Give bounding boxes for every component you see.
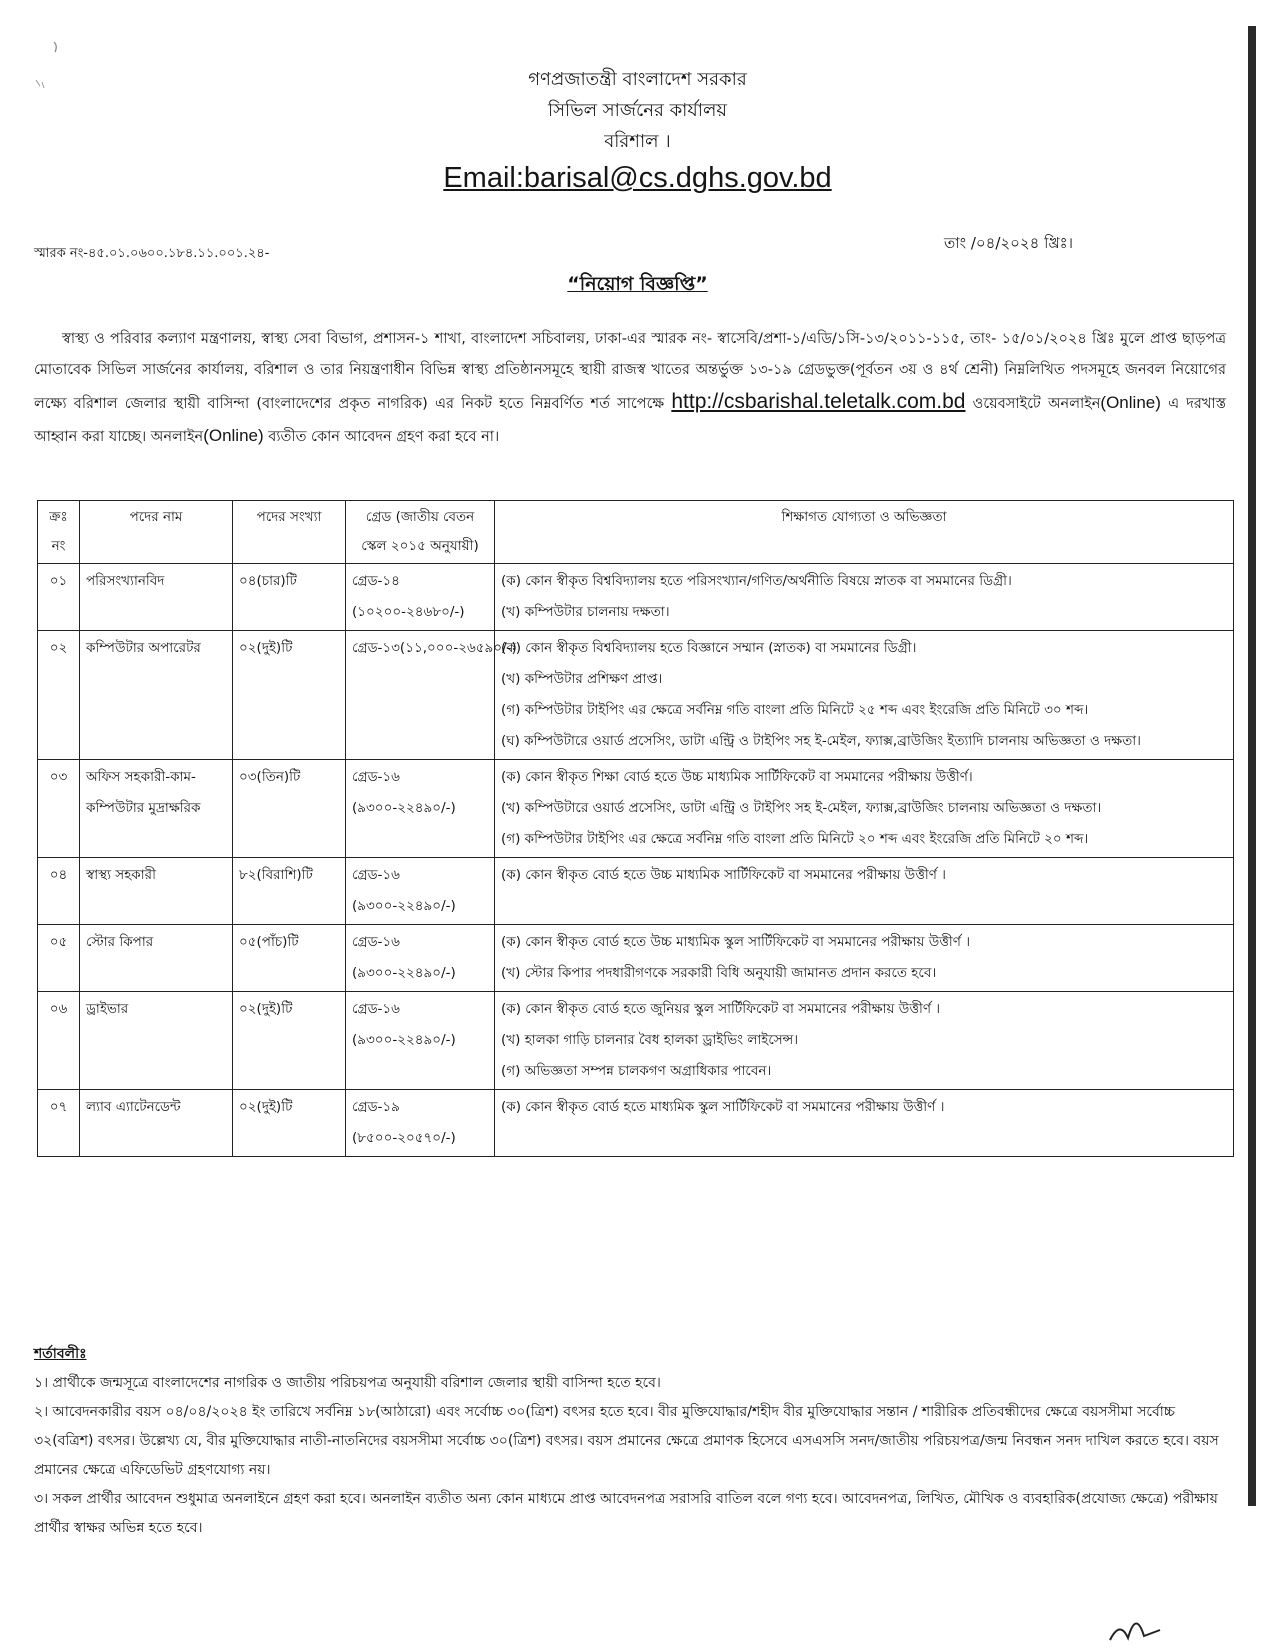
row-serial: ০২: [38, 631, 80, 760]
row-serial: ০১: [38, 564, 80, 631]
row-qualification: [495, 760, 1234, 858]
row-post-count: ০৪(চার)টি: [233, 564, 346, 631]
qualification-item: (খ) কম্পিউটার চালনায় দক্ষতা।: [501, 604, 670, 620]
row-grade: গ্রেড-১৬ (৯৩০০-২২৪৯০/-): [346, 760, 495, 858]
row-post-name: অফিস সহকারী-কাম-কম্পিউটার মুদ্রাক্ষরিক: [80, 760, 233, 858]
qualification-item: (ক) কোন স্বীকৃত শিক্ষা বোর্ড হতে উচ্চ মাধ্যমিক সার্টিফিকেট বা সমমানের পরীক্ষায় উত্তীর্ণ।: [501, 769, 973, 785]
row-post-name: স্বাস্থ্য সহকারী: [80, 858, 233, 925]
qualification-item: (গ) অভিজ্ঞতা সম্পন্ন চালকগণ অগ্রাধিকার পাবেন।: [501, 1063, 772, 1079]
table-row: [38, 564, 1234, 631]
issue-date: তাং /০৪/২০২৪ খ্রিঃ।: [944, 234, 1073, 252]
table-row: [38, 631, 1234, 760]
row-post-name: ড্রাইভার: [80, 992, 233, 1090]
letterhead: [0, 64, 1275, 197]
row-qualification: [495, 631, 1234, 760]
row-post-count: ০২(দুই)টি: [233, 992, 346, 1090]
row-serial: ০৪: [38, 858, 80, 925]
row-grade: গ্রেড-১৩(১১,০০০-২৬৫৯০/-): [346, 631, 495, 760]
office-email[interactable]: Email:barisal@cs.dghs.gov.bd: [443, 162, 832, 194]
table-row: [38, 992, 1234, 1090]
row-grade: গ্রেড-১৬ (৯৩০০-২২৪৯০/-): [346, 992, 495, 1090]
qualification-item: (খ) হালকা গাড়ি চালনার বৈধ হালকা ড্রাইভিং লাইসেন্স।: [501, 1032, 799, 1048]
qualification-item: (গ) কম্পিউটার টাইপিং এর ক্ষেত্রে সর্বনিম্ন গতি বাংলা প্রতি মিনিটে ২০ শব্দ এবং ইংরেজি প্রতি মিনিটে ২০ শব্দ।: [501, 831, 1089, 847]
qualification-item: (ক) কোন স্বীকৃত বোর্ড হতে উচ্চ মাধ্যমিক সার্টিফিকেট বা সমমানের পরীক্ষায় উত্তীর্ণ ।: [501, 867, 946, 883]
qualification-item: (খ) কম্পিউটারে ওয়ার্ড প্রসেসিং, ডাটা এন্ট্রি ও টাইপিং সহ ই-মেইল, ফ্যাক্স,ব্রাউজিং চালনায় অভিজ্ঞতা ও দক্ষতা।: [501, 800, 1102, 816]
header-post-name: পদের নাম: [80, 501, 233, 564]
signature-mark: [1100, 1600, 1190, 1650]
row-post-count: ০৩(তিন)টি: [233, 760, 346, 858]
header-serial: ক্রঃ নং: [38, 501, 80, 564]
row-serial: ০৩: [38, 760, 80, 858]
row-post-count: ৮২(বিরাশি)টি: [233, 858, 346, 925]
table-row: [38, 858, 1234, 925]
notice-title: “নিয়োগ বিজ্ঞপ্তি”: [567, 273, 708, 295]
terms-section: [34, 1340, 1224, 1543]
header-post-count: পদের সংখ্যা: [233, 501, 346, 564]
row-grade: গ্রেড-১৯ (৮৫০০-২০৫৭০/-): [346, 1090, 495, 1157]
row-qualification: [495, 1090, 1234, 1157]
term-item: ১। প্রার্থীকে জন্মসূত্রে বাংলাদেশের নাগরিক ও জাতীয় পরিচয়পত্র অনুযায়ী বরিশাল জেলার স্থায়ী বাসিন্দা হতে হবে।: [34, 1375, 661, 1391]
qualification-item: (ক) কোন স্বীকৃত বিশ্ববিদ্যালয় হতে বিজ্ঞানে সম্মান (স্নাতক) বা সমমানের ডিগ্রী।: [501, 640, 917, 656]
row-post-count: ০৫(পাঁচ)টি: [233, 925, 346, 992]
qualification-item: (খ) কম্পিউটার প্রশিক্ষণ প্রাপ্ত।: [501, 671, 663, 687]
row-grade: গ্রেড-১৬ (৯৩০০-২২৪৯০/-): [346, 925, 495, 992]
table-header-row: [38, 501, 1234, 564]
header-grade: গ্রেড (জাতীয় বেতন স্কেল ২০১৫ অনুযায়ী): [346, 501, 495, 564]
intro-paragraph: [34, 324, 1226, 453]
row-qualification: [495, 564, 1234, 631]
qualification-item: (ক) কোন স্বীকৃত বোর্ড হতে জুনিয়র স্কুল সার্টিফিকেট বা সমমানের পরীক্ষায় উত্তীর্ণ ।: [501, 1001, 941, 1017]
intro-text-3: এ দরখাস্ত আহ্বান করা যাচ্ছে। অনলাইন: [34, 396, 1227, 445]
row-qualification: [495, 992, 1234, 1090]
qualification-item: (ক) কোন স্বীকৃত বোর্ড হতে মাধ্যমিক স্কুল সার্টিফিকেট বা সমমানের পরীক্ষায় উত্তীর্ণ ।: [501, 1099, 945, 1115]
office-name: সিভিল সার্জনের কার্যালয়: [548, 100, 727, 121]
table-row: [38, 925, 1234, 992]
online-label-1: (Online): [1100, 393, 1161, 412]
table-row: [38, 1090, 1234, 1157]
row-post-name: পরিসংখ্যানবিদ: [80, 564, 233, 631]
row-serial: ০৬: [38, 992, 80, 1090]
qualification-item: (গ) কম্পিউটার টাইপিং এর ক্ষেত্রে সর্বনিম্ন গতি বাংলা প্রতি মিনিটে ২৫ শব্দ এবং ইংরেজি প্রতি মিনিটে ৩০ শব্দ।: [501, 702, 1089, 718]
term-item: ২। আবেদনকারীর বয়স ০৪/০৪/২০২৪ ইং তারিখে সর্বনিম্ন ১৮(আঠারো) এবং সর্বোচ্চ ৩০(ত্রিশ) বৎসর হতে হবে। বীর মুক্তিযোদ্ধার/শহীদ বীর মুক্তিযোদ্ধার সন্তান / শারীরিক প্রতিবন্ধীদের ক্ষেত্রে বয়সসীমা সর্বোচ্চ ৩২(বত্রিশ) বৎসর। উল্লেখ্য যে, বীর মুক্তিযোদ্ধার নাতী-নাতনিদের বয়সসীমা সর্বোচ্চ ৩০(ত্রিশ) বৎসর। বয়স প্রমানের ক্ষেত্রে প্রমাণক হিসেবে এসএসসি সনদ/জাতীয় পরিচয়পত্র/জন্ম নিবন্ধন সনদ দাখিল করতে হবে। বয়স প্রমানের ক্ষেত্রে এফিডেভিট গ্রহণযোগ্য নয়।: [34, 1404, 1219, 1478]
qualification-item: (ক) কোন স্বীকৃত বোর্ড হতে উচ্চ মাধ্যমিক স্কুল সার্টিফিকেট বা সমমানের পরীক্ষায় উত্তীর্ণ ।: [501, 934, 971, 950]
table-row: [38, 760, 1234, 858]
office-location: বরিশাল ।: [604, 131, 671, 152]
intro-text-2: ওয়েবসাইটে অনলাইন: [972, 396, 1101, 412]
row-serial: ০৭: [38, 1090, 80, 1157]
row-post-name: কম্পিউটার অপারেটর: [80, 631, 233, 760]
table-body: [38, 564, 1234, 1157]
qualification-item: (ঘ) কম্পিউটারে ওয়ার্ড প্রসেসিং, ডাটা এন্ট্রি ও টাইপিং সহ ই-মেইল, ফ্যাক্স,ব্রাউজিং ইত্যাদি চালনায় অভিজ্ঞতা ও দক্ষতা।: [501, 733, 1142, 749]
row-qualification: [495, 925, 1234, 992]
government-name: গণপ্রজাতন্ত্রী বাংলাদেশ সরকার: [528, 69, 747, 90]
header-qualification: শিক্ষাগত যোগ্যতা ও অভিজ্ঞতা: [495, 501, 1234, 564]
row-grade: গ্রেড-১৬ (৯৩০০-২২৪৯০/-): [346, 858, 495, 925]
qualification-item: (ক) কোন স্বীকৃত বিশ্ববিদ্যালয় হতে পরিসংখ্যান/গণিত/অর্থনীতি বিষয়ে স্নাতক বা সমমানের ডিগ্রী।: [501, 573, 1012, 589]
row-post-name: স্টোর কিপার: [80, 925, 233, 992]
intro-text-4: ব্যতীত কোন আবেদন গ্রহণ করা হবে না।: [268, 429, 500, 445]
online-label-2: (Online): [203, 426, 264, 445]
row-post-count: ০২(দুই)টি: [233, 1090, 346, 1157]
row-post-count: ০২(দুই)টি: [233, 631, 346, 760]
row-post-name: ল্যাব এ্যাটেনডেন্ট: [80, 1090, 233, 1157]
posts-table: [37, 500, 1234, 1157]
qualification-item: (খ) স্টোর কিপার পদধারীগণকে সরকারী বিধি অনুযায়ী জামানত প্রদান করতে হবে।: [501, 965, 937, 981]
scan-edge: [1248, 26, 1256, 1506]
application-website-link[interactable]: http://csbarishal.teletalk.com.bd: [671, 390, 966, 413]
row-grade: গ্রেড-১৪ (১০২০০-২৪৬৮০/-): [346, 564, 495, 631]
row-qualification: [495, 858, 1234, 925]
memo-number: স্মারক নং-৪৫.০১.০৬০০.১৮৪.১১.০০১.২৪-: [34, 246, 270, 261]
row-serial: ০৫: [38, 925, 80, 992]
intro-text-1: স্বাস্থ্য ও পরিবার কল্যাণ মন্ত্রণালয়, স্বাস্থ্য সেবা বিভাগ, প্রশাসন-১ শাখা, বাংলাদেশ সচিবালয়, ঢাকা-এর স্মারক নং- স্বাসেবি/প্রশা-১/এডি/১সি-১৩/২০১১-১১৫, তাং- ১৫/০১/২০২৪ খ্রিঃ মুলে প্রাপ্ত ছাড়পত্র মোতাবেক সিভিল সার্জনের কার্যালয়, বরিশাল ও তার নিয়ন্ত্রণাধীন বিভিন্ন স্বাস্থ্য প্রতিষ্ঠানসমূহে স্থায়ী রাজস্ব খাতের অন্তর্ভুক্ত ১৩-১৯ গ্রেডভুক্ত(পূর্বতন ৩য় ও ৪র্থ শ্রেনী) নিম্নলিখিত পদসমূহে জনবল নিয়োগের লক্ষ্যে বরিশাল জেলার স্থায়ী বাসিন্দা (বাংলাদেশের প্রকৃত নাগরিক) এর নিকট হতে নিম্নবর্ণিত শর্ত সাপেক্ষে: [34, 331, 1226, 412]
terms-heading: শর্তাবলীঃ: [34, 1346, 87, 1362]
term-item: ৩। সকল প্রার্থীর আবেদন শুধুমাত্র অনলাইনে গ্রহণ করা হবে। অনলাইন ব্যতীত অন্য কোন মাধ্যমে প্রাপ্ত আবেদনপত্র সরাসরি বাতিল বলে গণ্য হবে। আবেদনপত্র, লিখিত, মৌখিক ও ব্যবহারিক(প্রযোজ্য ক্ষেত্রে) পরীক্ষায় প্রার্থীর স্বাক্ষর অভিন্ন হতে হবে।: [34, 1491, 1218, 1536]
